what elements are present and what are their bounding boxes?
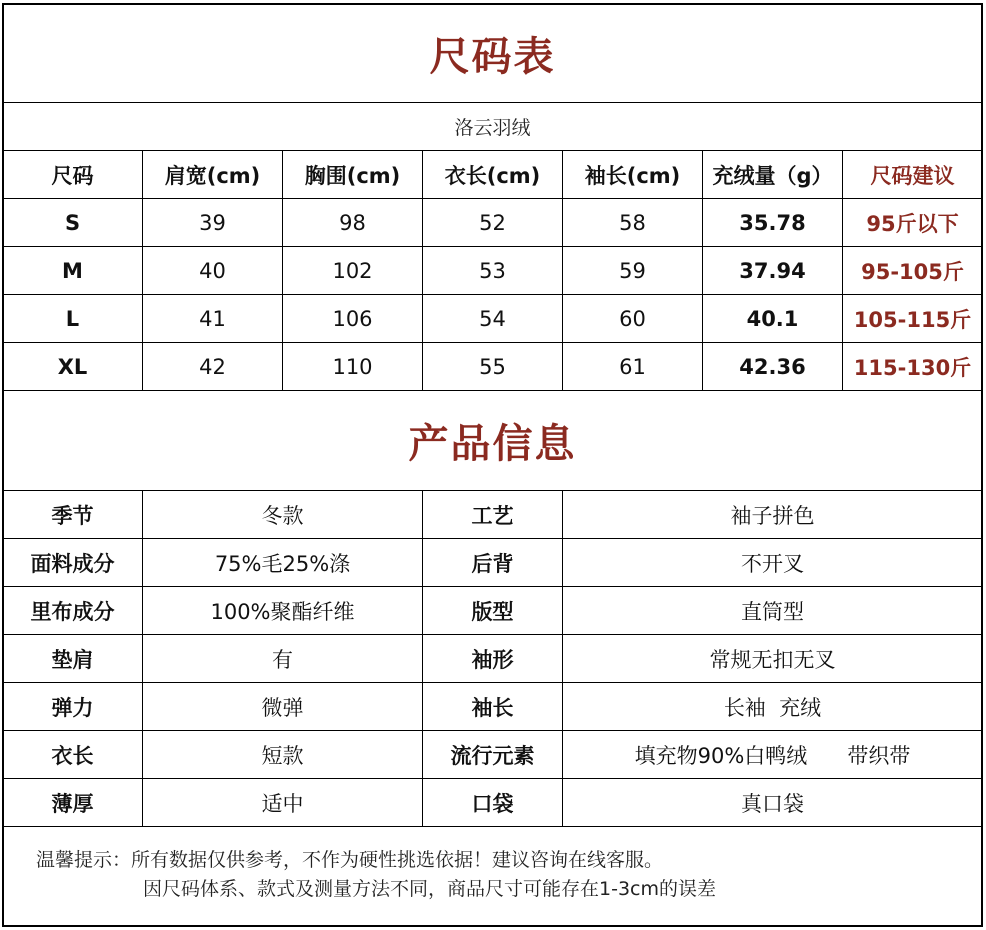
shoulder-value: 40: [143, 247, 283, 294]
info-label: 衣长: [3, 731, 143, 778]
info-label: 口袋: [423, 779, 563, 826]
tip-note: [36, 846, 716, 904]
length-value: 55: [423, 343, 563, 390]
table-row: [3, 731, 982, 779]
down-fill-value: 40.1: [703, 295, 843, 342]
product-name-row: [3, 103, 982, 151]
size-advice-value: 95-105斤: [861, 259, 964, 284]
info-value: 直筒型: [741, 599, 804, 624]
size-advice-value: 95斤以下: [866, 211, 959, 236]
down-fill-value: 35.78: [703, 199, 843, 246]
header-length: 衣长(cm): [423, 151, 563, 198]
length-value: 54: [423, 295, 563, 342]
info-label: 面料成分: [3, 539, 143, 586]
sleeve-value: 59: [563, 247, 703, 294]
info-label: 后背: [423, 539, 563, 586]
size-label: XL: [3, 343, 143, 390]
header-chest: 胸围(cm): [283, 151, 423, 198]
product-info-title-row: [3, 391, 982, 491]
header-sleeve: 袖长(cm): [563, 151, 703, 198]
shoulder-value: 41: [143, 295, 283, 342]
table-row: [3, 587, 982, 635]
table-row: [3, 295, 982, 343]
info-label: 薄厚: [3, 779, 143, 826]
shoulder-value: 42: [143, 343, 283, 390]
product-info-title: 产品信息: [408, 421, 577, 467]
info-value: 75%毛25%涤: [143, 539, 423, 586]
header-shoulder: 肩宽(cm): [143, 151, 283, 198]
info-label: 工艺: [423, 491, 563, 538]
tip-line-2: 因尺码体系、款式及测量方法不同，商品尺寸可能存在1-3cm的误差: [143, 878, 716, 900]
info-value: 100%聚酯纤维: [143, 587, 423, 634]
info-label: 袖长: [423, 683, 563, 730]
size-label: L: [3, 295, 143, 342]
sleeve-value: 60: [563, 295, 703, 342]
shoulder-value: 39: [143, 199, 283, 246]
product-name: 洛云羽绒: [454, 117, 531, 139]
size-table-header: [3, 151, 982, 199]
info-value: 长袖 充绒: [723, 695, 822, 720]
size-label: S: [3, 199, 143, 246]
size-advice-value: 115-130斤: [853, 355, 972, 380]
info-label: 里布成分: [3, 587, 143, 634]
info-label: 流行元素: [423, 731, 563, 778]
info-value: 真口袋: [741, 791, 804, 816]
size-table-title: 尺码表: [429, 34, 556, 80]
length-value: 53: [423, 247, 563, 294]
info-label: 版型: [423, 587, 563, 634]
info-value: 填充物90%白鸭绒 带织带: [634, 743, 911, 768]
table-row: [3, 247, 982, 295]
table-row: [3, 779, 982, 827]
down-fill-value: 37.94: [703, 247, 843, 294]
info-label: 弹力: [3, 683, 143, 730]
table-row: [3, 343, 982, 391]
table-row: [3, 683, 982, 731]
info-label: 季节: [3, 491, 143, 538]
info-value: 适中: [143, 779, 423, 826]
size-advice-value: 105-115斤: [853, 307, 972, 332]
table-row: [3, 491, 982, 539]
tip-line-1: 温馨提示：所有数据仅供参考，不作为硬性挑选依据！建议咨询在线客服。: [36, 849, 664, 871]
sleeve-value: 61: [563, 343, 703, 390]
size-table-title-row: [3, 5, 982, 103]
table-row: [3, 199, 982, 247]
header-size-advice: 尺码建议: [870, 163, 955, 188]
down-fill-value: 42.36: [703, 343, 843, 390]
info-value: 常规无扣无叉: [709, 647, 836, 672]
table-row: [3, 635, 982, 683]
info-value: 不开叉: [741, 551, 804, 576]
chest-value: 102: [283, 247, 423, 294]
info-value: 短款: [143, 731, 423, 778]
info-value: 袖子拼色: [730, 503, 815, 528]
size-label: M: [3, 247, 143, 294]
table-row: [3, 539, 982, 587]
sleeve-value: 58: [563, 199, 703, 246]
info-value: 微弹: [143, 683, 423, 730]
chest-value: 98: [283, 199, 423, 246]
header-down-fill: 充绒量（g）: [703, 151, 843, 198]
length-value: 52: [423, 199, 563, 246]
info-label: 垫肩: [3, 635, 143, 682]
header-size: 尺码: [3, 151, 143, 198]
chest-value: 110: [283, 343, 423, 390]
info-value: 有: [143, 635, 423, 682]
info-label: 袖形: [423, 635, 563, 682]
info-value: 冬款: [143, 491, 423, 538]
chest-value: 106: [283, 295, 423, 342]
